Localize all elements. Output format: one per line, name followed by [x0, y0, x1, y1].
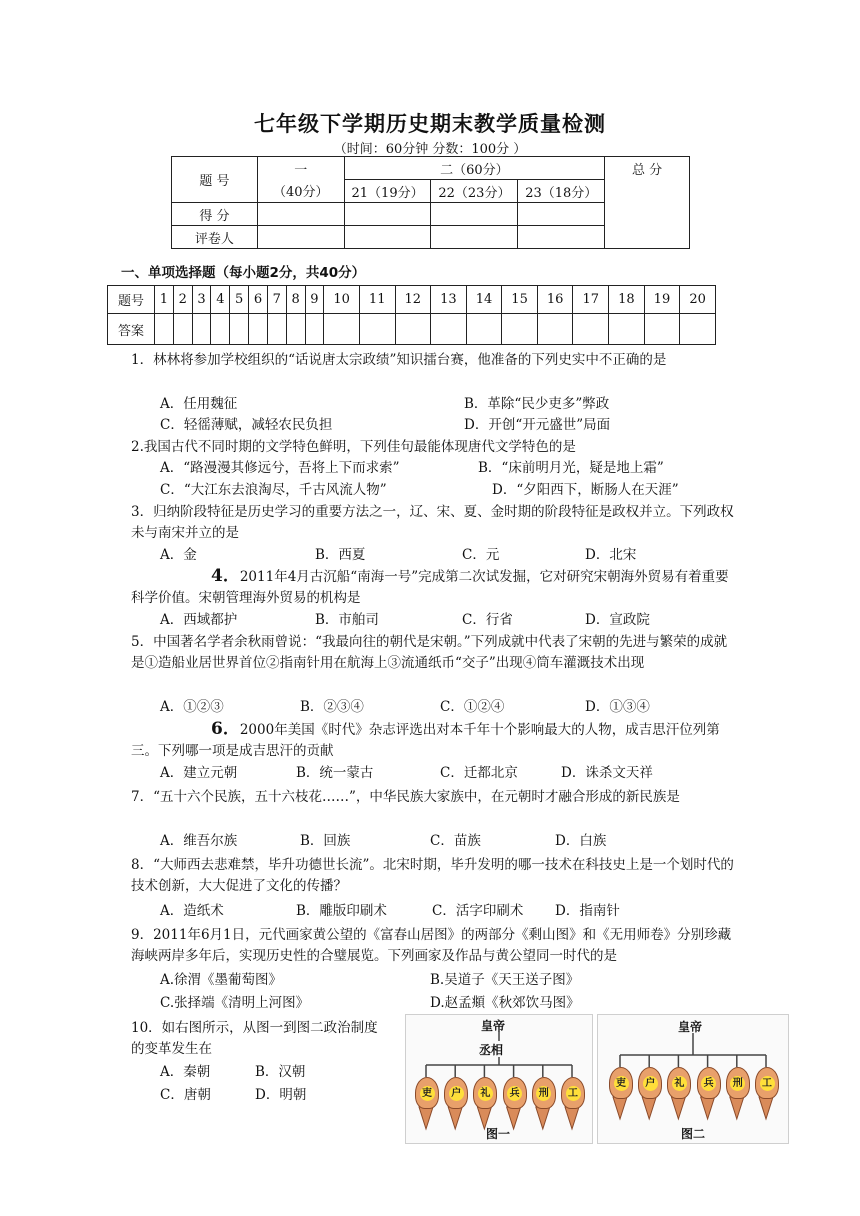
q10-option-a[interactable]: A．秦朝: [160, 1064, 211, 1080]
q9-option-d[interactable]: D.赵孟頫《秋郊饮马图》: [430, 995, 580, 1011]
fig1-emperor: 皇帝: [481, 1019, 506, 1033]
ministry-label: 礼: [478, 1086, 493, 1101]
answer-qnum-13: 13: [431, 286, 467, 314]
ministry-4: [726, 1067, 750, 1099]
total-header: 总 分: [605, 157, 690, 180]
part1-score: （40分）: [257, 180, 344, 203]
answer-qnum-12: 12: [395, 286, 431, 314]
fig1-caption: 图一: [486, 1127, 511, 1141]
answer-qnum-17: 17: [573, 286, 609, 314]
grader-cell[interactable]: [431, 226, 518, 249]
answer-qnum-label: 题号: [108, 286, 155, 314]
fig2-caption: 图二: [681, 1127, 706, 1141]
answer-cell-15[interactable]: [502, 314, 538, 345]
ministry-label: 刑: [536, 1086, 551, 1101]
score-table: [171, 156, 690, 249]
question-9: 9．2011年6月1日，元代画家黄公望的《富春山居图》的两部分《剩山图》和《无用师卷》分别珍藏海峡两岸多年后，实现历史性的合璧展览。下列画家及作品与黄公望同一时代的是: [131, 927, 732, 964]
q7-option-a[interactable]: A．维吾尔族: [160, 833, 238, 849]
answer-qnum-3: 3: [192, 286, 211, 314]
q8-option-a[interactable]: A．造纸术: [160, 903, 224, 919]
answer-cell-3[interactable]: [192, 314, 211, 345]
question-5: 5．中国著名学者余秋雨曾说：“我最向往的朝代是宋朝。”下列成就中代表了宋朝的先进与繁荣的成就是①造船业居世界首位②指南针用在航海上③流通纸币“交子”出现④筒车灌溉技术出现: [131, 634, 728, 671]
q7-option-c[interactable]: C．苗族: [430, 833, 481, 849]
score-cell[interactable]: [257, 203, 344, 226]
grader-cell[interactable]: [518, 226, 605, 249]
grader-cell[interactable]: [257, 226, 344, 249]
part1-header: 一: [257, 157, 344, 180]
answer-cell-7[interactable]: [267, 314, 286, 345]
q8-option-c[interactable]: C．活字印刷术: [432, 903, 524, 919]
answer-qnum-6: 6: [249, 286, 268, 314]
q2-option-c[interactable]: C．“大江东去浪淘尽，千古风流人物”: [160, 482, 387, 498]
grader-row-label: 评卷人: [172, 226, 258, 249]
ministry-label: 工: [760, 1076, 775, 1091]
q22-header: 22（23分）: [431, 180, 518, 203]
answer-qnum-2: 2: [173, 286, 192, 314]
q3-option-d[interactable]: D．北宋: [585, 547, 637, 563]
question-6: [131, 719, 736, 762]
answer-qnum-20: 20: [680, 286, 716, 314]
q4-option-a[interactable]: A．西域都护: [160, 612, 238, 628]
q4-stem: 2011年4月古沉船“南海一号”完成第二次试发掘，它对研究宋朝海外贸易有着重要科学价值。宋朝管理海外贸易的机构是: [131, 569, 729, 606]
answer-cell-5[interactable]: [230, 314, 249, 345]
q3-option-b[interactable]: B．西夏: [315, 547, 366, 563]
ministry-label: 户: [449, 1086, 464, 1101]
score-row-label: 得 分: [172, 203, 258, 226]
answer-qnum-7: 7: [267, 286, 286, 314]
answer-cell-14[interactable]: [466, 314, 502, 345]
ministry-label: 吏: [420, 1086, 435, 1101]
ministry-ribbon: [536, 1107, 550, 1129]
answer-cell-18[interactable]: [609, 314, 645, 345]
question-2: 2.我国古代不同时期的文学特色鲜明，下列佳句最能体现唐代文学特色的是: [131, 439, 576, 455]
q10-option-b[interactable]: B．汉朝: [255, 1064, 306, 1080]
q6-option-a[interactable]: A．建立元朝: [160, 765, 238, 781]
q6-number: 6．: [211, 719, 240, 739]
q1-option-d[interactable]: D．开创“开元盛世”局面: [464, 417, 611, 433]
q2-option-b[interactable]: B．“床前明月光，疑是地上霜”: [478, 460, 664, 476]
score-cell[interactable]: [518, 203, 605, 226]
ministry-ribbon: [613, 1097, 627, 1119]
q4-option-d[interactable]: D．宣政院: [585, 612, 650, 628]
page-title: 七年级下学期历史期末教学质量检测: [254, 112, 606, 136]
q6-option-c[interactable]: C．迁都北京: [440, 765, 518, 781]
q10-option-c[interactable]: C．唐朝: [160, 1087, 211, 1103]
fig1-chancellor: 丞相: [479, 1043, 504, 1057]
total-cell[interactable]: [605, 180, 690, 249]
figure-1-diagram: [405, 1014, 593, 1144]
q21-header: 21（19分）: [344, 180, 431, 203]
question-3: 3．归纳阶段特征是历史学习的重要方法之一，辽、宋、夏、金时期的阶段特征是政权并立。下列政权未与南宋并立的是: [131, 504, 734, 541]
q3-option-a[interactable]: A．金: [160, 547, 197, 563]
answer-cell-4[interactable]: [211, 314, 230, 345]
ministry-5: [755, 1067, 779, 1099]
q6-option-d[interactable]: D．诛杀文天祥: [561, 765, 653, 781]
score-cell[interactable]: [431, 203, 518, 226]
ministry-ribbon: [419, 1107, 433, 1129]
answer-qnum-10: 10: [324, 286, 360, 314]
answer-cell-1[interactable]: [155, 314, 174, 345]
ministry-label: 礼: [672, 1076, 687, 1091]
ministry-label: 吏: [614, 1076, 629, 1091]
ministry-1: [444, 1077, 468, 1109]
qnum-header: 题 号: [172, 157, 258, 203]
q9-option-b[interactable]: B.吴道子《天王送子图》: [430, 972, 580, 988]
figure-2-diagram: [597, 1014, 789, 1144]
part2-header: 二（60分）: [344, 157, 605, 180]
question-10: 10．如右图所示，从图一到图二政治制度的变革发生在: [131, 1020, 378, 1057]
q6-option-b[interactable]: B．统一蒙古: [296, 765, 374, 781]
q5-option-d[interactable]: D．①③④: [585, 699, 650, 715]
ministry-label: 工: [566, 1086, 581, 1101]
q8-option-b[interactable]: B．雕版印刷术: [296, 903, 387, 919]
q5-option-a[interactable]: A．①②③: [160, 699, 224, 715]
fig2-emperor: 皇帝: [678, 1020, 703, 1034]
q9-option-c[interactable]: C.张择端《清明上河图》: [160, 995, 310, 1011]
answer-cell-20[interactable]: [680, 314, 716, 345]
ministry-1: [638, 1067, 662, 1099]
ministry-3: [697, 1067, 721, 1099]
answer-cell-10[interactable]: [324, 314, 360, 345]
question-1: 1．林林将参加学校组织的“话说唐太宗政绩”知识擂台赛，他准备的下列史实中不正确的是: [131, 352, 667, 368]
q1-option-c[interactable]: C．轻徭薄赋，减轻农民负担: [160, 417, 333, 433]
q5-option-c[interactable]: C．①②④: [440, 699, 505, 715]
answer-cell-9[interactable]: [305, 314, 324, 345]
answer-qnum-1: 1: [155, 286, 174, 314]
answer-cell-19[interactable]: [644, 314, 680, 345]
answer-qnum-15: 15: [502, 286, 538, 314]
answer-qnum-5: 5: [230, 286, 249, 314]
q8-option-d[interactable]: D．指南针: [555, 903, 620, 919]
answer-cell-17[interactable]: [573, 314, 609, 345]
answer-qnum-4: 4: [211, 286, 230, 314]
grader-cell[interactable]: [344, 226, 431, 249]
ministry-ribbon: [759, 1097, 773, 1119]
q9-option-a[interactable]: A.徐渭《墨葡萄图》: [160, 972, 283, 988]
ministry-ribbon: [642, 1097, 656, 1119]
ministry-label: 兵: [507, 1086, 522, 1101]
q1-option-b[interactable]: B．革除“民少吏多”弊政: [464, 396, 610, 412]
q4-number: 4．: [211, 566, 240, 586]
question-7: 7．“五十六个民族，五十六枝花……”，中华民族大家族中，在元朝时才融合形成的新民族是: [131, 789, 680, 805]
answer-cell-13[interactable]: [431, 314, 467, 345]
q23-header: 23（18分）: [518, 180, 605, 203]
q3-option-c[interactable]: C．元: [462, 547, 500, 563]
ministry-2: [473, 1077, 497, 1109]
ministry-ribbon: [565, 1107, 579, 1129]
answer-table: [107, 285, 716, 345]
answer-qnum-16: 16: [537, 286, 573, 314]
q6-stem: 2000年美国《时代》杂志评选出对本千年十个影响最大的人物，成吉思汗位列第三。下列哪一项是成吉思汗的贡献: [131, 722, 720, 759]
answer-qnum-11: 11: [359, 286, 395, 314]
ministry-label: 户: [643, 1076, 658, 1091]
answer-qnum-9: 9: [305, 286, 324, 314]
ministry-0: [415, 1077, 439, 1109]
answer-cell-6[interactable]: [249, 314, 268, 345]
answer-label: 答案: [108, 314, 155, 345]
answer-qnum-8: 8: [286, 286, 305, 314]
ministry-0: [609, 1067, 633, 1099]
q1-option-a[interactable]: A．任用魏征: [160, 396, 238, 412]
answer-cell-12[interactable]: [395, 314, 431, 345]
answer-cell-2[interactable]: [173, 314, 192, 345]
q7-option-b[interactable]: B．回族: [300, 833, 351, 849]
ministry-ribbon: [730, 1097, 744, 1119]
q2-option-a[interactable]: A．“路漫漫其修远兮，吾将上下而求索”: [160, 460, 400, 476]
score-cell[interactable]: [344, 203, 431, 226]
question-8: 8．“大师西去悲难禁，毕升功德世长流”。北宋时期，毕升发明的哪一技术在科技史上是一个划时代的技术创新，大大促进了文化的传播？: [131, 857, 734, 894]
ministry-4: [532, 1077, 556, 1109]
ministry-2: [667, 1067, 691, 1099]
ministry-ribbon: [701, 1097, 715, 1119]
answer-qnum-19: 19: [644, 286, 680, 314]
question-4: [131, 566, 736, 609]
ministry-ribbon: [448, 1107, 462, 1129]
answer-qnum-18: 18: [609, 286, 645, 314]
q10-option-d[interactable]: D．明朝: [255, 1087, 307, 1103]
q4-option-b[interactable]: B．市舶司: [315, 612, 379, 628]
ministry-ribbon: [671, 1097, 685, 1119]
answer-qnum-14: 14: [466, 286, 502, 314]
answer-cell-8[interactable]: [286, 314, 305, 345]
q5-option-b[interactable]: B．②③④: [300, 699, 364, 715]
exam-info: （时间：60分钟 分数：100分 ）: [333, 142, 527, 157]
ministry-3: [503, 1077, 527, 1109]
section-heading: 一、单项选择题（每小题2分，共40分）: [121, 265, 366, 281]
ministry-5: [561, 1077, 585, 1109]
q7-option-d[interactable]: D．白族: [555, 833, 607, 849]
q2-option-d[interactable]: D．“夕阳西下，断肠人在天涯”: [492, 482, 679, 498]
ministry-label: 兵: [701, 1076, 716, 1091]
answer-cell-16[interactable]: [537, 314, 573, 345]
q4-option-c[interactable]: C．行省: [462, 612, 513, 628]
ministry-label: 刑: [730, 1076, 745, 1091]
answer-cell-11[interactable]: [359, 314, 395, 345]
